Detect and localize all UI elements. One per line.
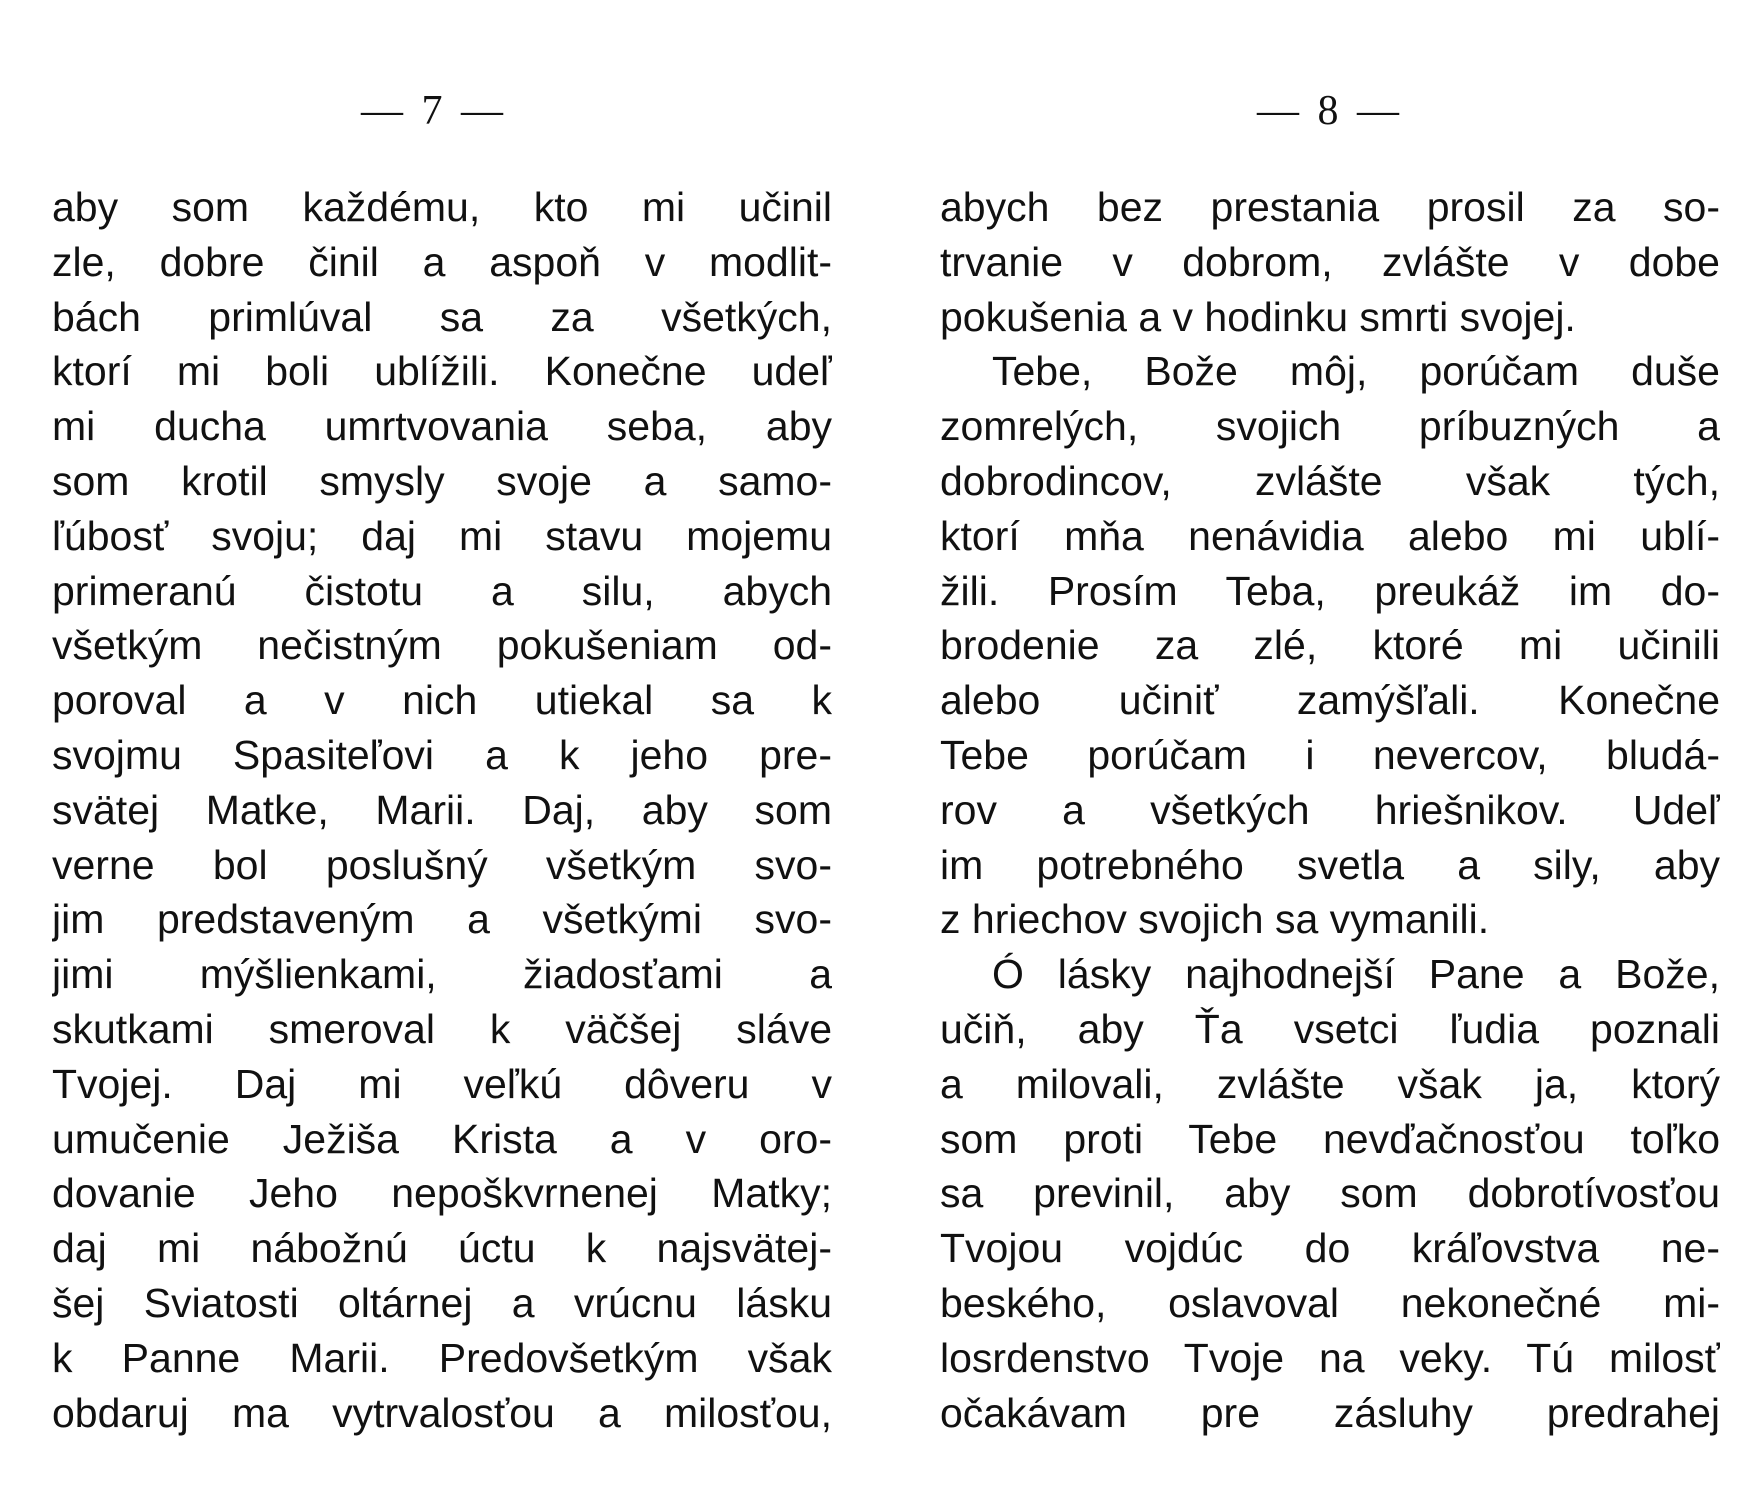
- right-page: [940, 0, 1720, 1500]
- page-number-right: — 8 —: [1257, 88, 1403, 134]
- text-line: Tvojej. Daj mi veľkú dôveru v: [52, 1060, 832, 1107]
- text-line: svätej Matke, Marii. Daj, aby som: [52, 786, 832, 833]
- text-line: beského, oslavoval nekonečné mi-: [940, 1279, 1720, 1326]
- text-line: jim predstaveným a všetkými svo-: [52, 896, 832, 943]
- text-line: Tvojou vojdúc do kráľovstva ne-: [940, 1225, 1720, 1272]
- text-line: primeranú čistotu a silu, abych: [52, 567, 832, 614]
- text-line: abych bez prestania prosil za so-: [940, 184, 1720, 230]
- text-line: dobrodincov, zvlášte však tých,: [940, 457, 1720, 504]
- left-page-text: [52, 180, 832, 1440]
- text-line: losrdenstvo Tvoje na veky. Tú milosť: [940, 1334, 1720, 1381]
- text-line: k Panne Marii. Predovšetkým však: [52, 1334, 832, 1381]
- text-line: trvanie v dobrom, zvlášte v dobe: [940, 238, 1720, 285]
- text-line: aby som každému, kto mi učinil: [52, 184, 832, 230]
- text-line: ktorí mňa nenávidia alebo mi ublí-: [940, 512, 1720, 559]
- text-line: všetkým nečistným pokušeniam od-: [52, 622, 832, 669]
- page-number-left: — 7 —: [361, 88, 507, 134]
- text-line: ľúbosť svoju; daj mi stavu mojemu: [52, 512, 832, 559]
- right-page-text: [940, 180, 1720, 1440]
- text-line: očakávam pre zásluhy predrahej: [940, 1389, 1720, 1436]
- text-line: žili. Prosím Teba, preukáž im do-: [940, 567, 1720, 614]
- text-line: šej Sviatosti oltárnej a vrúcnu lásku: [52, 1279, 832, 1326]
- text-line: obdaruj ma vytrvalosťou a milosťou,: [52, 1389, 832, 1436]
- text-line: skutkami smeroval k väčšej sláve: [52, 1005, 832, 1052]
- text-line: z hriechov svojich sa vymanili.: [940, 896, 1490, 943]
- text-line: im potrebného svetla a sily, aby: [940, 841, 1720, 888]
- text-line: alebo učiniť zamýšľali. Konečne: [940, 677, 1720, 724]
- text-line: daj mi nábožnú úctu k najsvätej-: [52, 1225, 832, 1272]
- text-line: zle, dobre činil a aspoň v modlit-: [52, 238, 832, 285]
- text-line: a milovali, zvlášte však ja, ktorý: [940, 1060, 1720, 1107]
- text-line: som krotil smysly svoje a samo-: [52, 457, 832, 504]
- text-line: dovanie Jeho nepoškvrnenej Matky;: [52, 1170, 832, 1217]
- text-line: pokušenia a v hodinku smrti svojej.: [940, 293, 1576, 340]
- text-line: bách primlúval sa za všetkých,: [52, 293, 832, 340]
- text-line: brodenie za zlé, ktoré mi učinili: [940, 622, 1720, 669]
- text-line: som proti Tebe nevďačnosťou toľko: [940, 1115, 1720, 1162]
- text-line: Tebe, Bože môj, porúčam duše: [992, 348, 1720, 395]
- text-line: Ó lásky najhodnejší Pane a Bože,: [992, 951, 1720, 998]
- text-line: svojmu Spasiteľovi a k jeho pre-: [52, 731, 832, 778]
- text-line: poroval a v nich utiekal sa k: [52, 677, 832, 724]
- text-line: jimi mýšlienkami, žiadosťami a: [52, 951, 832, 998]
- text-line: ktorí mi boli ublížili. Konečne udeľ: [52, 348, 832, 395]
- left-page: [52, 0, 832, 1500]
- text-line: sa previnil, aby som dobrotívosťou: [940, 1170, 1720, 1217]
- text-line: Tebe porúčam i nevercov, bludá-: [940, 731, 1720, 778]
- text-line: umučenie Ježiša Krista a v oro-: [52, 1115, 832, 1162]
- text-line: mi ducha umrtvovania seba, aby: [52, 403, 832, 450]
- text-line: učiň, aby Ťa vsetci ľudia poznali: [940, 1005, 1720, 1052]
- text-line: zomrelých, svojich príbuzných a: [940, 403, 1720, 450]
- text-line: verne bol poslušný všetkým svo-: [52, 841, 832, 888]
- text-line: rov a všetkých hriešnikov. Udeľ: [940, 786, 1720, 833]
